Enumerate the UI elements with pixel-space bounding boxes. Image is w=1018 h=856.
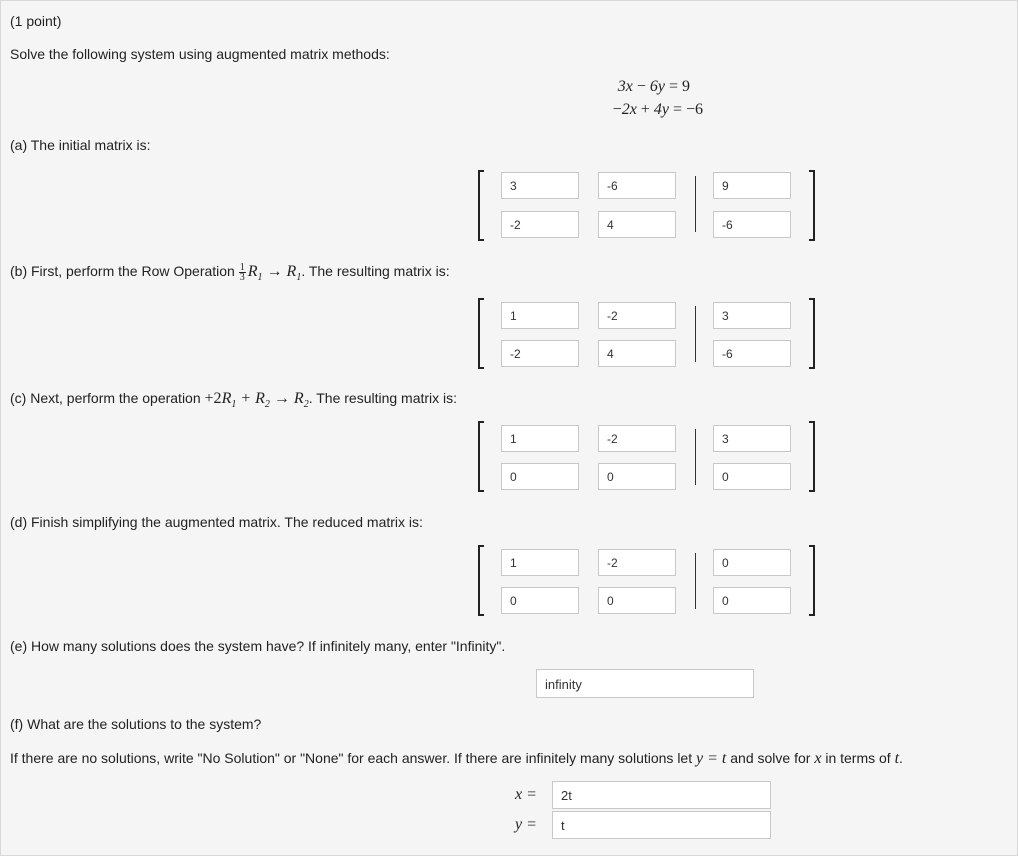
matrix-c-r2c3[interactable]: 0 — [713, 463, 791, 490]
part-b-label — [10, 263, 450, 283]
matrix-d-r1c2[interactable]: -2 — [598, 549, 676, 576]
matrix-a-left-bracket — [478, 170, 484, 241]
matrix-d-left-bracket — [478, 545, 484, 616]
matrix-b-r1c3[interactable]: 3 — [713, 302, 791, 329]
matrix-b-right-bracket — [809, 298, 815, 369]
matrix-c-r2c1[interactable]: 0 — [501, 463, 579, 490]
matrix-b-augment-bar — [695, 306, 696, 362]
matrix-b-left-bracket — [478, 298, 484, 369]
eq2-lhs: −2x + 4y — [612, 101, 669, 118]
matrix-a-right-bracket — [809, 170, 815, 241]
matrix-b-r2c3[interactable]: -6 — [713, 340, 791, 367]
part-c-suffix: . The resulting matrix is: — [308, 390, 458, 406]
note-var-x: x — [814, 750, 822, 767]
y-solution-input[interactable]: t — [552, 811, 771, 839]
solution-count-input[interactable]: infinity — [536, 669, 754, 698]
matrix-b-r1c1[interactable]: 1 — [501, 302, 579, 329]
matrix-a-r1c3[interactable]: 9 — [713, 172, 791, 199]
matrix-a-r1c2[interactable]: -6 — [598, 172, 676, 199]
x-solution-input[interactable]: 2t — [552, 781, 771, 809]
matrix-a-augment-bar — [695, 176, 696, 232]
matrix-d-r2c1[interactable]: 0 — [501, 587, 579, 614]
eq1-lhs: 3x − 6y — [617, 78, 665, 95]
y-label: y = — [515, 816, 537, 833]
part-f-instructions — [10, 750, 903, 768]
part-c-label — [10, 390, 457, 410]
matrix-b-r1c2[interactable]: -2 — [598, 302, 676, 329]
eq1-rhs: 9 — [682, 78, 690, 95]
matrix-a-r2c1[interactable]: -2 — [501, 211, 579, 238]
eq2-rhs: −6 — [685, 101, 703, 118]
matrix-d-r2c2[interactable]: 0 — [598, 587, 676, 614]
matrix-a-r2c3[interactable]: -6 — [713, 211, 791, 238]
matrix-a-r2c2[interactable]: 4 — [598, 211, 676, 238]
x-label: x = — [515, 786, 537, 803]
note-after-x: in terms of — [825, 750, 891, 766]
matrix-d-r2c3[interactable]: 0 — [713, 587, 791, 614]
matrix-c-r2c2[interactable]: 0 — [598, 463, 676, 490]
instructions: Solve the following system using augmented matrix methods: — [10, 46, 390, 62]
matrix-c-r1c2[interactable]: -2 — [598, 425, 676, 452]
note-end: . — [899, 750, 903, 766]
note-var-t: t — [894, 750, 900, 767]
matrix-b-r2c2[interactable]: 4 — [598, 340, 676, 367]
equation-2: −2x + 4y = −6 — [612, 101, 703, 118]
matrix-c-r1c1[interactable]: 1 — [501, 425, 579, 452]
part-c-prefix: (c) Next, perform the operation — [10, 390, 201, 406]
note-let-y-eq-t: y = t — [696, 750, 727, 767]
matrix-c-right-bracket — [809, 421, 815, 492]
points-label: (1 point) — [10, 13, 62, 29]
matrix-b-r2c1[interactable]: -2 — [501, 340, 579, 367]
part-a-label: (a) The initial matrix is: — [10, 137, 151, 153]
part-e-label: (e) How many solutions does the system have? If infinitely many, enter "Infinity". — [10, 638, 506, 654]
matrix-d-right-bracket — [809, 545, 815, 616]
row-op-b: $\frac{1}{3}$ $R_1 \to R_1$ — [239, 262, 302, 284]
part-f-label: (f) What are the solutions to the system? — [10, 716, 262, 732]
matrix-c-left-bracket — [478, 421, 484, 492]
part-b-prefix: (b) First, perform the Row Operation — [10, 263, 235, 280]
part-b-suffix: . The resulting matrix is: — [301, 263, 450, 280]
matrix-a-r1c1[interactable]: 3 — [501, 172, 579, 199]
equation-1: 3x − 6y = 9 — [617, 78, 690, 95]
matrix-d-r1c1[interactable]: 1 — [501, 549, 579, 576]
note-prefix: If there are no solutions, write "No Solution" or "None" for each answer. If there are infinitely many solutions let — [10, 750, 693, 766]
note-middle: and solve for — [730, 750, 811, 766]
matrix-c-augment-bar — [695, 429, 696, 485]
part-d-label: (d) Finish simplifying the augmented matrix. The reduced matrix is: — [10, 514, 423, 530]
matrix-d-r1c3[interactable]: 0 — [713, 549, 791, 576]
matrix-c-r1c3[interactable]: 3 — [713, 425, 791, 452]
row-op-c: $+2R_1 + R_2 \to R_2$ — [204, 390, 309, 411]
matrix-d-augment-bar — [695, 553, 696, 609]
